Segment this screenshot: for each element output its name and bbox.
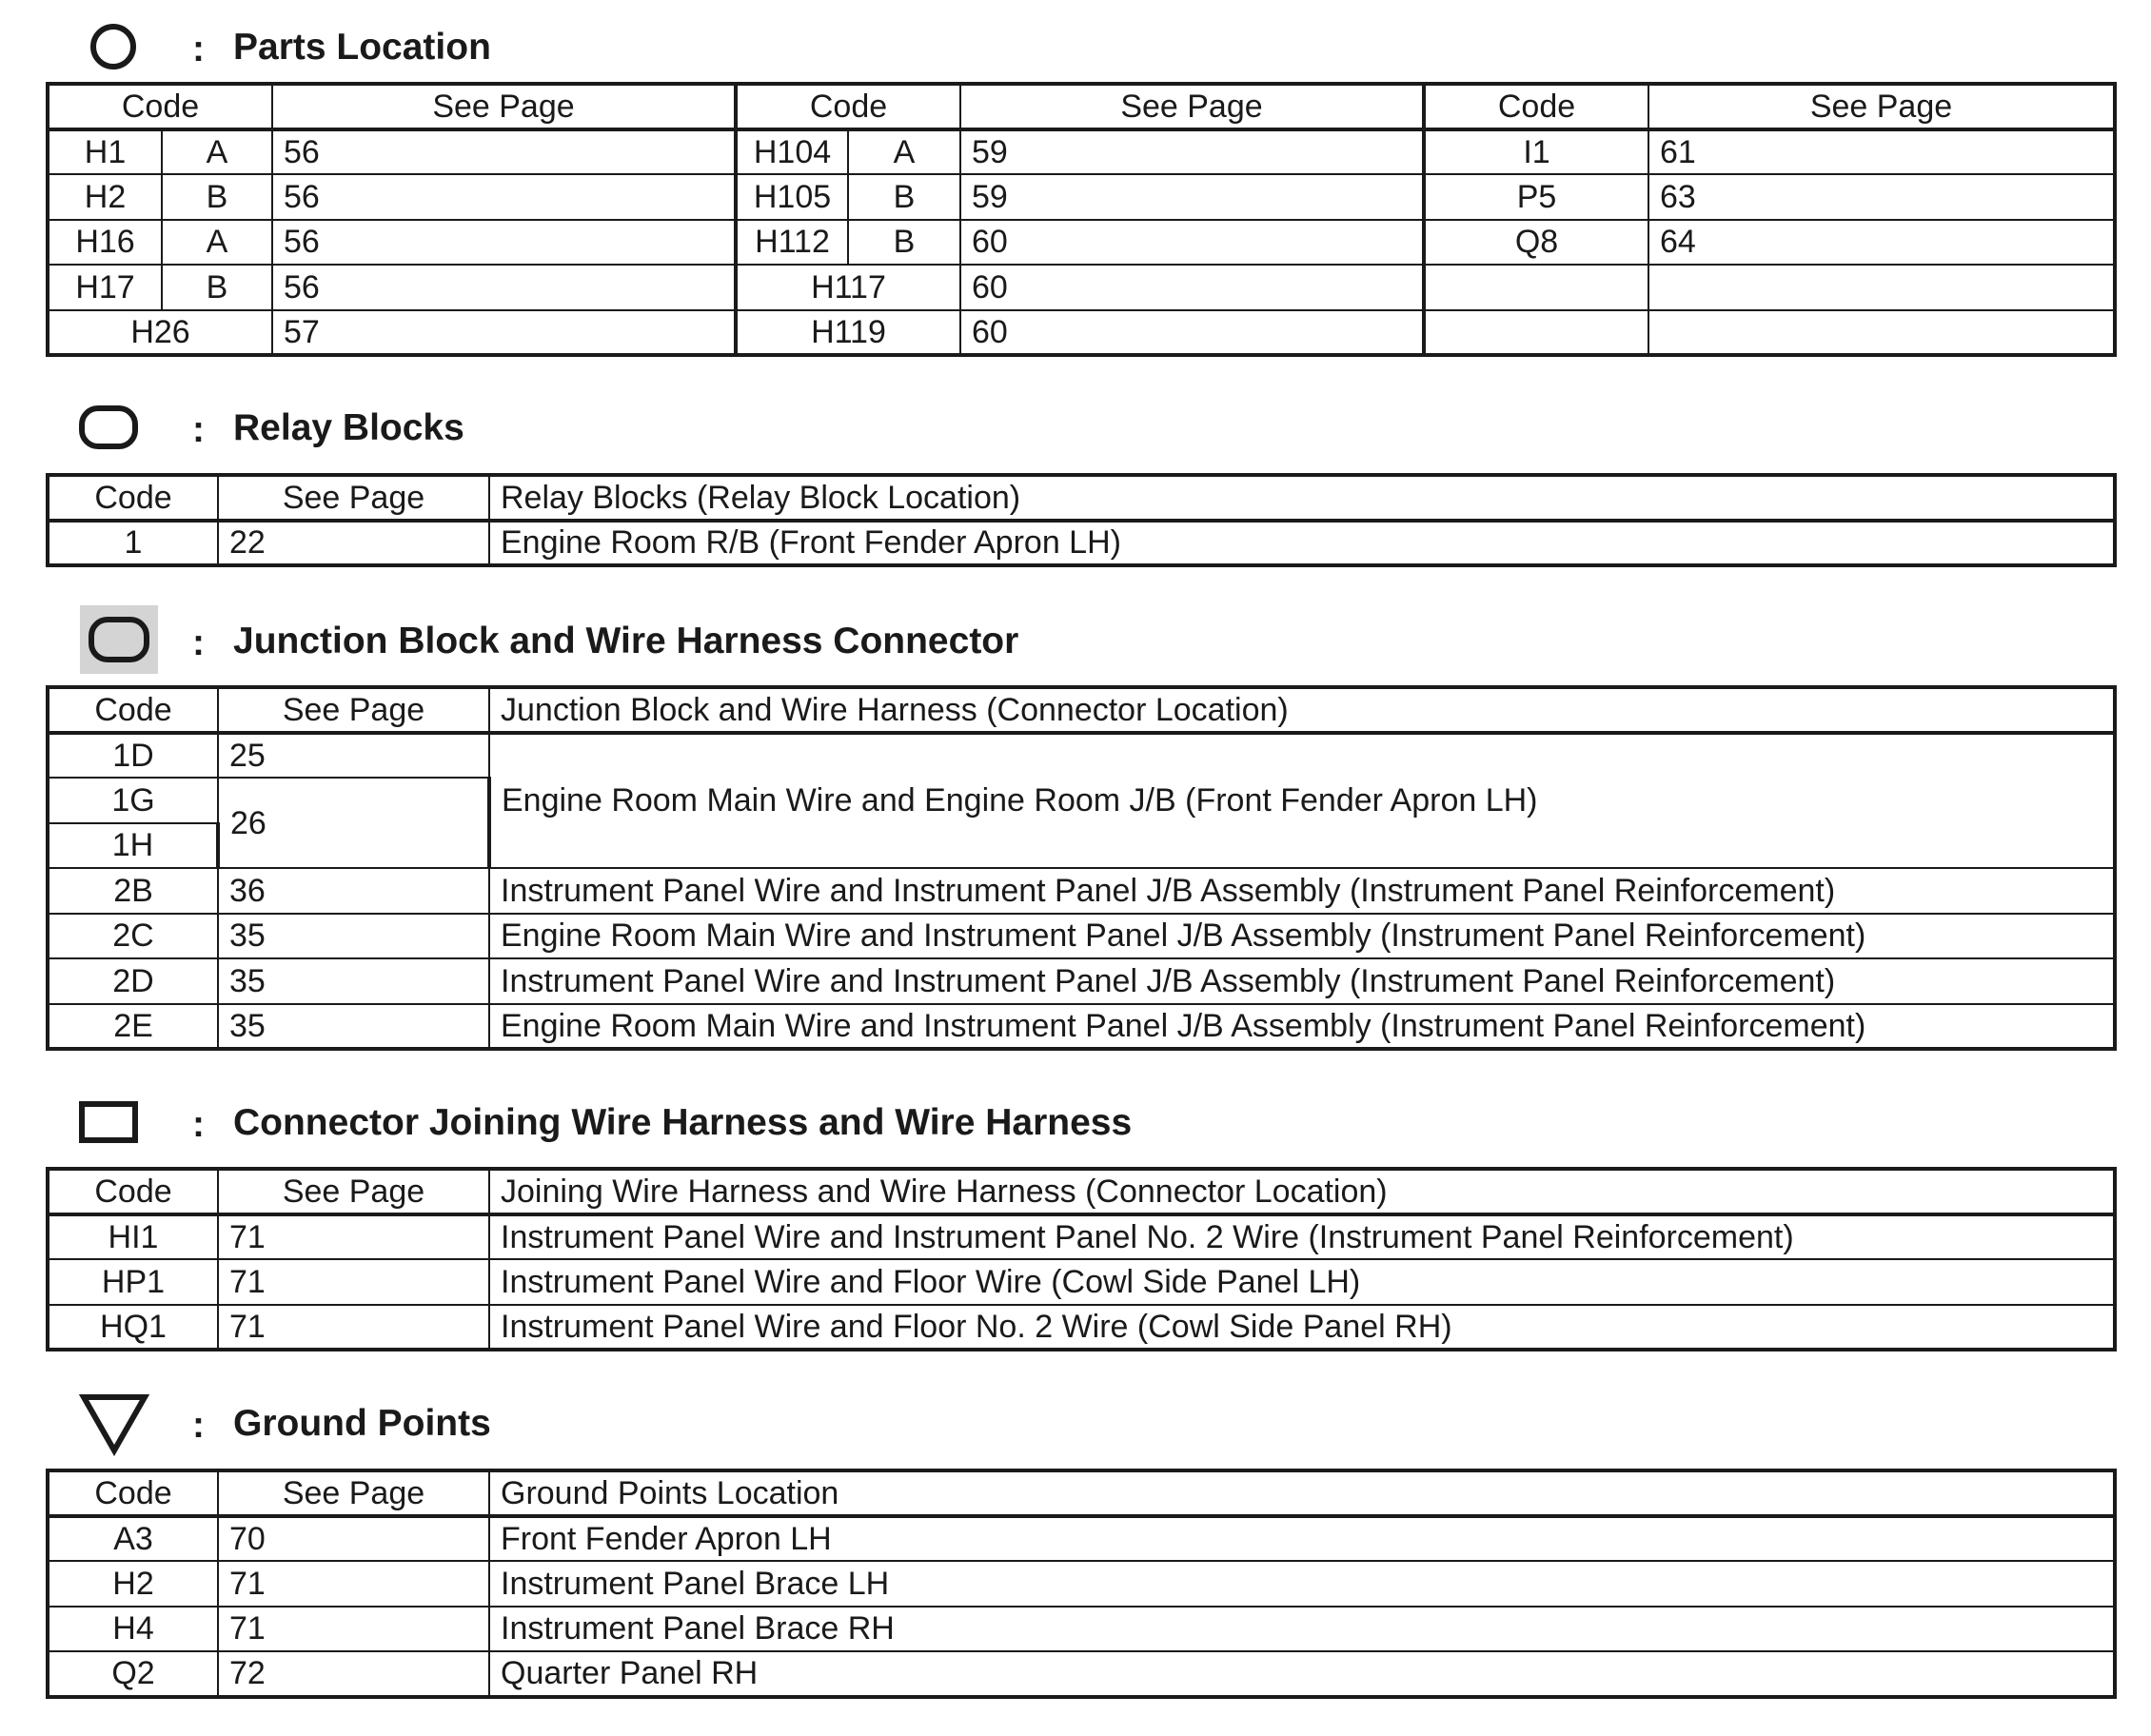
code-header: Code	[48, 687, 218, 733]
page-cell: 56	[272, 174, 736, 220]
connector-joining-title: Connector Joining Wire Harness and Wire Harness	[233, 1102, 1133, 1143]
code-cell: H17	[48, 265, 162, 310]
description-cell: Engine Room R/B (Front Fender Apron LH)	[489, 521, 2115, 566]
page-cell: 22	[218, 521, 489, 566]
table-row	[48, 521, 2115, 566]
code-suffix-cell: B	[848, 220, 960, 266]
table-row	[48, 265, 2115, 310]
code-cell: 1	[48, 521, 218, 566]
page-cell: 26	[218, 778, 489, 868]
description-cell: Engine Room Main Wire and Instrument Panel J/B Assembly (Instrument Panel Reinforcement)	[489, 1004, 2115, 1050]
junction-block-title: Junction Block and Wire Harness Connector	[233, 621, 1019, 661]
code-header: Code	[736, 84, 960, 129]
page-cell: 25	[218, 733, 489, 779]
page-cell: 56	[272, 220, 736, 266]
description-cell: Instrument Panel Wire and Instrument Panel J/B Assembly (Instrument Panel Reinforcement)	[489, 868, 2115, 914]
code-cell: HP1	[48, 1259, 218, 1305]
parts-location-table	[46, 82, 2117, 357]
description-cell: Engine Room Main Wire and Instrument Panel J/B Assembly (Instrument Panel Reinforcement)	[489, 914, 2115, 959]
ground-points-header-row	[48, 1470, 2115, 1516]
description-cell: Instrument Panel Wire and Floor No. 2 Wire (Cowl Side Panel RH)	[489, 1305, 2115, 1351]
page-cell: 35	[218, 1004, 489, 1050]
connector-joining-table	[46, 1167, 2117, 1351]
code-cell: H26	[48, 310, 272, 356]
code-suffix-cell: B	[848, 174, 960, 220]
ground-points-table	[46, 1469, 2117, 1699]
relay-blocks-heading	[0, 398, 2151, 474]
description-cell: Instrument Panel Brace RH	[489, 1607, 2115, 1652]
table-row	[48, 1516, 2115, 1562]
table-row	[48, 1561, 2115, 1607]
page-cell: 57	[272, 310, 736, 356]
description-header: Relay Blocks (Relay Block Location)	[489, 475, 2115, 521]
code-cell: H117	[736, 265, 960, 310]
code-cell: 2B	[48, 868, 218, 914]
table-row	[48, 129, 2115, 175]
page-cell: 35	[218, 914, 489, 959]
page-cell: 64	[1648, 220, 2115, 266]
table-row	[48, 1259, 2115, 1305]
page-cell: 35	[218, 958, 489, 1004]
ground-points-colon: :	[192, 1405, 205, 1446]
page-cell: 56	[272, 129, 736, 175]
see-page-header: See Page	[272, 84, 736, 129]
code-cell: H4	[48, 1607, 218, 1652]
code-cell: P5	[1424, 174, 1648, 220]
ground-points-heading	[0, 1388, 2151, 1464]
code-header: Code	[1424, 84, 1648, 129]
code-header: Code	[48, 475, 218, 521]
description-cell: Instrument Panel Brace LH	[489, 1561, 2115, 1607]
code-cell: 1G	[48, 778, 218, 823]
parts-location-header-row	[48, 84, 2115, 129]
table-row	[48, 220, 2115, 266]
page-cell: 60	[960, 220, 1424, 266]
table-row	[48, 174, 2115, 220]
table-row	[48, 310, 2115, 356]
code-cell: H2	[48, 174, 162, 220]
parts-location-title: Parts Location	[233, 27, 491, 68]
table-row	[48, 868, 2115, 914]
circle-icon	[89, 23, 137, 70]
description-cell: Instrument Panel Wire and Instrument Panel J/B Assembly (Instrument Panel Reinforcement)	[489, 958, 2115, 1004]
description-cell: Quarter Panel RH	[489, 1651, 2115, 1697]
code-cell	[1424, 265, 1648, 310]
code-cell: H112	[736, 220, 848, 266]
ground-points-title: Ground Points	[233, 1403, 491, 1444]
table-row	[48, 1214, 2115, 1260]
code-cell: 2D	[48, 958, 218, 1004]
code-cell: H105	[736, 174, 848, 220]
code-cell: 2C	[48, 914, 218, 959]
connector-joining-header-row	[48, 1169, 2115, 1214]
code-cell: H1	[48, 129, 162, 175]
page-cell: 60	[960, 310, 1424, 356]
junction-block-table	[46, 685, 2117, 1051]
page-cell: 71	[218, 1259, 489, 1305]
code-cell: A3	[48, 1516, 218, 1562]
code-cell: 1H	[48, 823, 218, 869]
relay-blocks-title: Relay Blocks	[233, 407, 464, 448]
code-header: Code	[48, 1169, 218, 1214]
table-row	[48, 733, 2115, 779]
code-suffix-cell: A	[162, 129, 272, 175]
junction-block-header-row	[48, 687, 2115, 733]
table-row	[48, 1607, 2115, 1652]
description-cell: Engine Room Main Wire and Engine Room J/B (Front Fender Apron LH)	[489, 733, 2115, 869]
page-cell: 71	[218, 1561, 489, 1607]
page-cell: 63	[1648, 174, 2115, 220]
page-cell: 71	[218, 1305, 489, 1351]
description-header: Ground Points Location	[489, 1470, 2115, 1516]
code-cell: H16	[48, 220, 162, 266]
code-suffix-cell: B	[162, 174, 272, 220]
junction-block-heading	[0, 605, 2151, 681]
page-cell	[1648, 310, 2115, 356]
code-cell	[1424, 310, 1648, 356]
page-cell: 71	[218, 1214, 489, 1260]
description-cell: Instrument Panel Wire and Instrument Panel No. 2 Wire (Instrument Panel Reinforcement)	[489, 1214, 2115, 1260]
table-row	[48, 914, 2115, 959]
description-cell: Front Fender Apron LH	[489, 1516, 2115, 1562]
code-cell: H119	[736, 310, 960, 356]
connector-joining-colon: :	[192, 1104, 205, 1145]
junction-block-colon: :	[192, 622, 205, 663]
page-cell: 71	[218, 1607, 489, 1652]
code-cell: 1D	[48, 733, 218, 779]
code-cell: Q2	[48, 1651, 218, 1697]
code-suffix-cell: B	[162, 265, 272, 310]
table-row	[48, 1004, 2115, 1050]
page-cell: 70	[218, 1516, 489, 1562]
connector-joining-heading	[0, 1093, 2151, 1169]
shaded-rounded-rect-icon	[80, 605, 158, 674]
see-page-header: See Page	[960, 84, 1424, 129]
page-cell: 60	[960, 265, 1424, 310]
code-suffix-cell: A	[848, 129, 960, 175]
code-cell: H104	[736, 129, 848, 175]
description-header: Junction Block and Wire Harness (Connector Location)	[489, 687, 2115, 733]
triangle-down-icon	[78, 1391, 150, 1456]
rectangle-icon	[78, 1100, 141, 1144]
code-suffix-cell: A	[162, 220, 272, 266]
code-cell: HI1	[48, 1214, 218, 1260]
see-page-header: See Page	[218, 1470, 489, 1516]
table-row	[48, 1651, 2115, 1697]
code-cell: 2E	[48, 1004, 218, 1050]
table-row	[48, 1305, 2115, 1351]
code-cell: HQ1	[48, 1305, 218, 1351]
relay-blocks-header-row	[48, 475, 2115, 521]
description-cell: Instrument Panel Wire and Floor Wire (Cowl Side Panel LH)	[489, 1259, 2115, 1305]
page-cell: 59	[960, 129, 1424, 175]
code-cell: Q8	[1424, 220, 1648, 266]
code-cell: H2	[48, 1561, 218, 1607]
parts-location-colon: :	[192, 29, 205, 69]
see-page-header: See Page	[1648, 84, 2115, 129]
table-row	[48, 958, 2115, 1004]
code-header: Code	[48, 84, 272, 129]
page-cell: 36	[218, 868, 489, 914]
relay-blocks-table	[46, 473, 2117, 567]
code-header: Code	[48, 1470, 218, 1516]
page-cell: 72	[218, 1651, 489, 1697]
relay-blocks-colon: :	[192, 409, 205, 450]
page-cell: 56	[272, 265, 736, 310]
page-cell	[1648, 265, 2115, 310]
page-cell: 61	[1648, 129, 2115, 175]
see-page-header: See Page	[218, 1169, 489, 1214]
description-header: Joining Wire Harness and Wire Harness (Connector Location)	[489, 1169, 2115, 1214]
rounded-rect-icon	[78, 404, 141, 451]
see-page-header: See Page	[218, 475, 489, 521]
code-cell: I1	[1424, 129, 1648, 175]
see-page-header: See Page	[218, 687, 489, 733]
page-cell: 59	[960, 174, 1424, 220]
